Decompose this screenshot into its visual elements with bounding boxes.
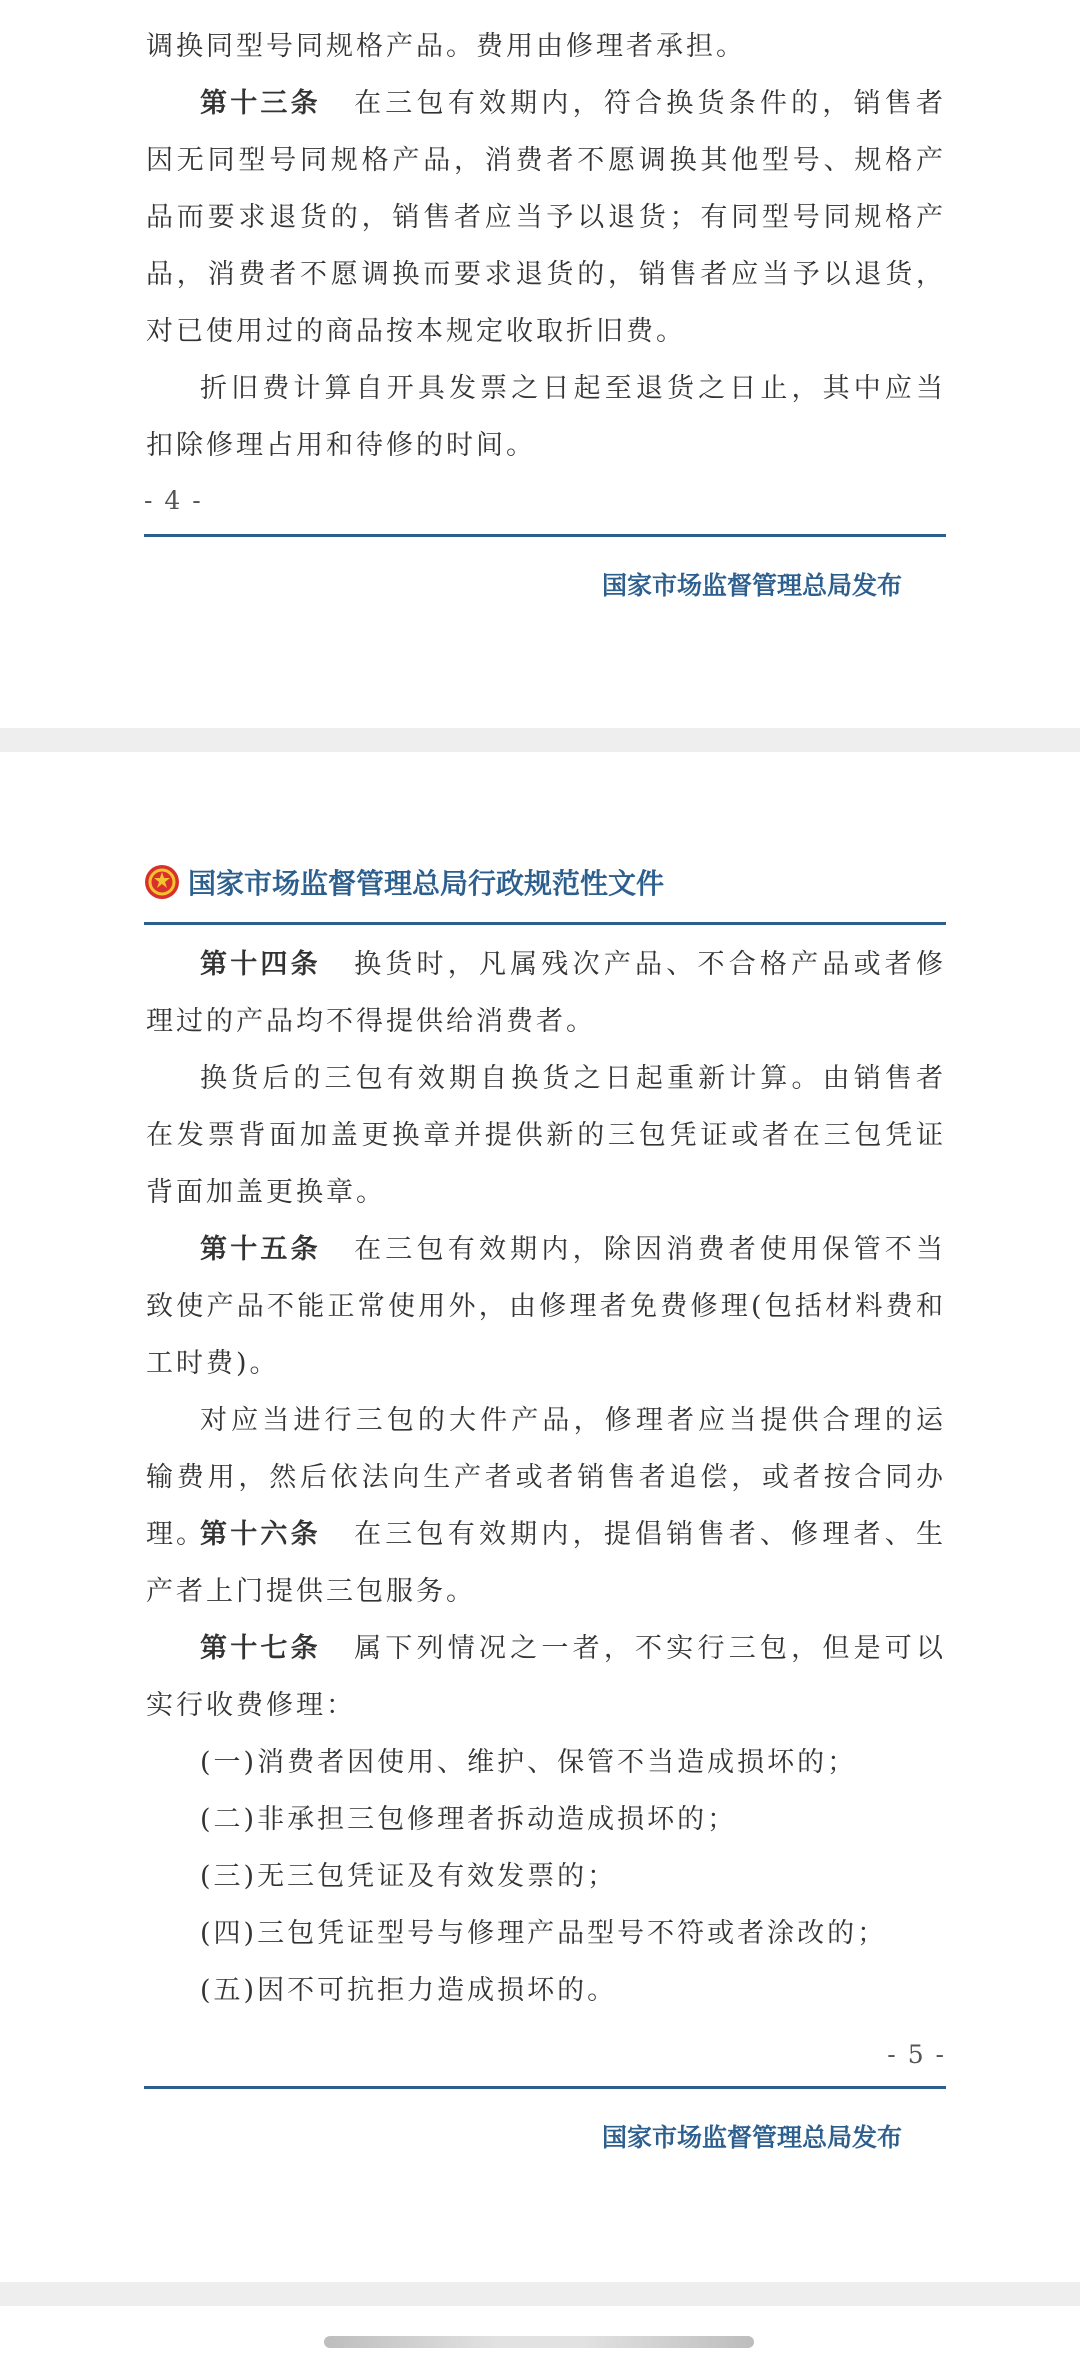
home-indicator[interactable] xyxy=(324,2336,754,2348)
article-15-paragraph-2: 对应当进行三包的大件产品，修理者应当提供合理的运输费用，然后依法向生产者或者销售者追偿，或者按合同办理。 xyxy=(146,1405,946,1550)
article-16-text: 在三包有效期内，提倡销售者、修理者、生产者上门提供三包服务。 xyxy=(146,1519,947,1607)
article-13-paragraph-2: 折旧费计算自开具发票之日起至退货之日止，其中应当扣除修理占用和待修的时间。 xyxy=(146,373,946,461)
document-page-5 xyxy=(0,752,1080,2282)
document-header xyxy=(144,862,664,902)
page-number: - 4 - xyxy=(144,486,203,515)
national-emblem-icon xyxy=(144,864,180,900)
article-14-label: 第十四条 xyxy=(200,949,321,980)
article-13-text: 在三包有效期内，符合换货条件的，销售者因无同型号同规格产品，消费者不愿调换其他型号、规格产品而要求退货的，销售者应当予以退货；有同型号同规格产品，消费者不愿调换而要求退货的，销售者应当予以退货，对已使用过的商品按本规定收取折旧费。 xyxy=(146,88,947,347)
article-15-text: 在三包有效期内，除因消费者使用保管不当致使产品不能正常使用外，由修理者免费修理(包括材料费和工时费)。 xyxy=(146,1234,947,1379)
list-item: (五)因不可抗拒力造成损坏的。 xyxy=(200,1975,618,2006)
article-17-text: 属下列情况之一者，不实行三包，但是可以实行收费修理： xyxy=(146,1633,947,1721)
article-13 xyxy=(146,75,946,360)
article-16-label: 第十六条 xyxy=(200,1519,321,1550)
article-15-label: 第十五条 xyxy=(200,1234,321,1265)
header-rule xyxy=(144,922,946,925)
article-17-label: 第十七条 xyxy=(200,1633,321,1664)
publisher-footer: 国家市场监督管理总局发布 xyxy=(601,571,902,600)
list-item: (三)无三包凭证及有效发票的； xyxy=(200,1861,618,1892)
list-item: (二)非承担三包修理者拆动造成损坏的； xyxy=(200,1804,738,1835)
list-item: (四)三包凭证型号与修理产品型号不符或者涂改的； xyxy=(200,1918,888,1949)
article-14-paragraph-2: 换货后的三包有效期自换货之日起重新计算。由销售者在发票背面加盖更换章并提供新的三包凭证或者在三包凭证背面加盖更换章。 xyxy=(146,1063,946,1208)
paragraph-partial: 调换同型号同规格产品。费用由修理者承担。 xyxy=(146,31,746,62)
list-item: (一)消费者因使用、维护、保管不当造成损坏的； xyxy=(200,1747,858,1778)
page-separator xyxy=(0,728,1080,752)
article-16 xyxy=(146,1506,946,1620)
footer-rule xyxy=(144,2086,946,2089)
document-page-4 xyxy=(0,0,1080,728)
page-separator xyxy=(0,2282,1080,2306)
article-15 xyxy=(146,1221,946,1392)
article-17 xyxy=(146,1620,946,1734)
article-14 xyxy=(146,936,946,1050)
publisher-footer: 国家市场监督管理总局发布 xyxy=(601,2123,902,2152)
article-14-text: 换货时，凡属残次产品、不合格产品或者修理过的产品均不得提供给消费者。 xyxy=(146,949,947,1037)
page-number: - 5 - xyxy=(887,2040,946,2069)
header-title: 国家市场监督管理总局行政规范性文件 xyxy=(188,867,665,900)
footer-rule xyxy=(144,534,946,537)
article-13-label: 第十三条 xyxy=(200,88,321,119)
